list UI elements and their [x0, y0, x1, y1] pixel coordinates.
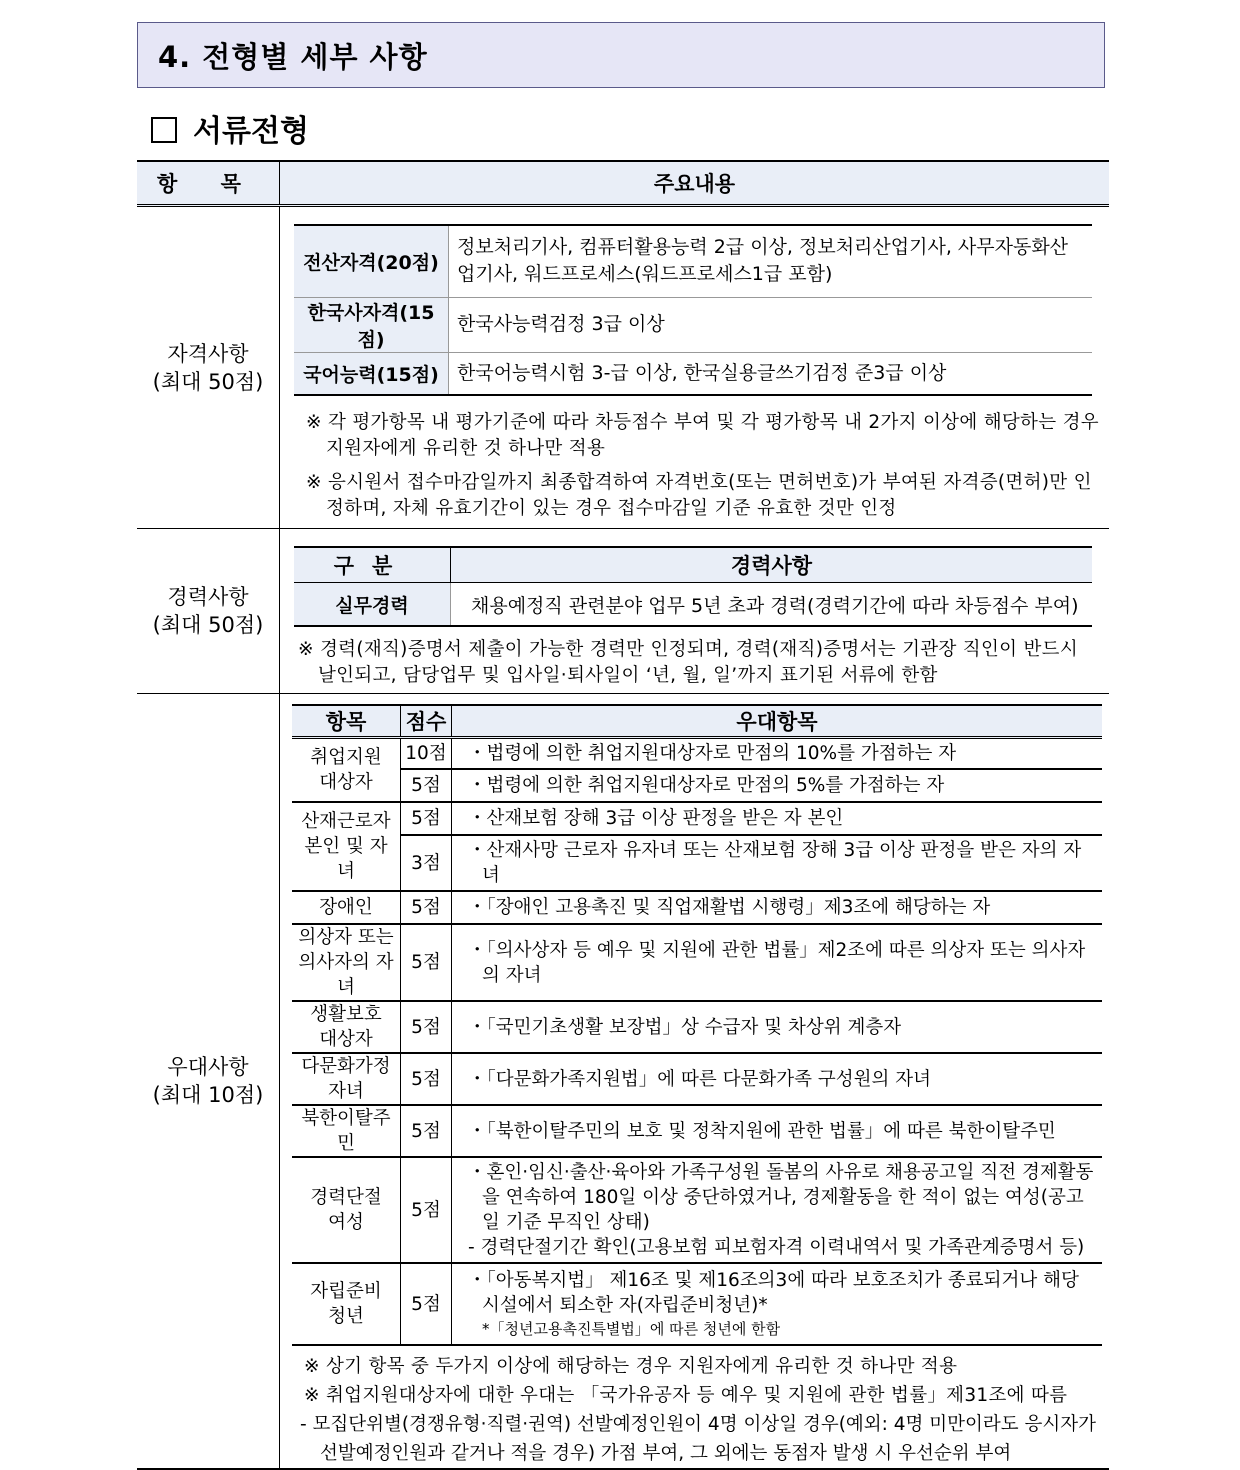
header-item: 항 목 — [137, 161, 280, 206]
preference-notes: ※ 상기 항목 중 두가지 이상에 해당하는 경우 지원자에게 유리한 것 하나만 적용 ※ 취업지원대상자에 대한 우대는 「국가유공자 등 예우 및 지원에 관한 법률」제31조에 따름 - 모집단위별(경쟁유형·직렬·권역) 선발예정인원이 4명 이상일 경우(예외: 4명 미만이라도 응시자가 선발예정인원과 같거나 적을 경우) 가점 부여, 그 외에는 동점자 발생 시 우선순위 부여 — [300, 1356, 1097, 1464]
table-row: 자립준비 청년 5점 ・「아동복지법」 제16조 및 제16조의3에 따라 보호조치가 종료되거나 해당시설에서 퇴소한 자(자립준비청년)* *「청년고용촉진특별법」에 따른 청년에 한함 — [292, 1263, 1102, 1345]
evaluation-table — [137, 160, 1109, 1470]
table-row: 북한이탈주민 5점 ・「북한이탈주민의 보호 및 정착지원에 관한 법률」에 따른 북한이탈주민 — [292, 1105, 1102, 1157]
preference-row — [137, 694, 1109, 1470]
table-row: 취업지원 대상자 10점 ・법령에 의한 취업지원대상자로 만점의 10%를 가점하는 자 — [292, 738, 1102, 770]
career-notes: ※ 경력(재직)증명서 제출이 가능한 경력만 인정되며, 경력(재직)증명서는 기관장 직인이 반드시 날인되고, 담당업무 및 입사일·퇴사일이 ‘년, 월, 일’까지 표기된 서류에 한함 — [298, 639, 1079, 686]
career-header-row: 구분 경력사항 — [294, 547, 1092, 583]
qualification-row — [137, 206, 1109, 529]
qual-row: 한국사자격(15점) 한국사능력검정 3급 이상 — [294, 297, 1092, 352]
career-table — [294, 546, 1092, 627]
main-header-row — [137, 161, 1109, 206]
preference-table — [292, 704, 1102, 1346]
square-bullet-icon — [151, 117, 177, 143]
table-row: 5점 ・법령에 의한 취업지원대상자로 만점의 5%를 가점하는 자 — [292, 769, 1102, 802]
qual-row: 국어능력(15점) 한국어능력시험 3-급 이상, 한국실용글쓰기검정 준3급 이상 — [294, 352, 1092, 395]
table-row: 경력단절 여성 5점 ・혼인·임신·출산·육아와 가족구성원 돌봄의 사유로 채용공고일 직전 경제활동을 연속하여 180일 이상 중단하였거나, 경제활동을 한 적이 없는 여성(공고일 기준 무직인 상태) - 경력단절기간 확인(고용보험 피보험자격 이력내역서 및 가족관계증명서 등) — [292, 1157, 1102, 1263]
table-row: 산재근로자 본인 및 자녀 5점 ・산재보험 장해 3급 이상 판정을 받은 자 본인 — [292, 802, 1102, 835]
qualification-content — [280, 206, 1110, 529]
preference-header-row: 항목 점수 우대항목 — [292, 705, 1102, 738]
career-row — [137, 529, 1109, 694]
qualification-table — [294, 224, 1092, 396]
career-category: 경력사항 (최대 50점) — [137, 529, 280, 694]
section-heading — [151, 106, 309, 150]
table-row: 다문화가정 자녀 5점 ・「다문화가족지원법」에 따른 다문화가족 구성원의 자녀 — [292, 1053, 1102, 1105]
preference-category: 우대사항 (최대 10점) — [137, 694, 280, 1470]
header-content: 주요내용 — [280, 161, 1110, 206]
preference-content — [280, 694, 1110, 1470]
qual-row: 전산자격(20점) 정보처리기사, 컴퓨터활용능력 2급 이상, 정보처리산업기사, 사무자동화산업기사, 워드프로세스(워드프로세스1급 포함) — [294, 225, 1092, 297]
section-title: 서류전형 — [193, 114, 309, 149]
table-row: 의상자 또는 의사자의 자녀 5점 ・「의사상자 등 예우 및 지원에 관한 법률」제2조에 따른 의상자 또는 의사자의 자녀 — [292, 924, 1102, 1001]
qualification-notes: ※ 각 평가항목 내 평가기준에 따라 차등점수 부여 및 각 평가항목 내 2가지 이상에 해당하는 경우 지원자에게 유리한 것 하나만 적용 ※ 응시원서 접수마감일까지 최종합격하여 자격번호(또는 면허번호)가 부여된 자격증(면허)만 인정하며, 자체 유효기간이 있는 경우 접수마감일 기준 유효한 것만 인정 — [306, 412, 1099, 519]
chapter-title-box — [137, 22, 1105, 88]
career-content — [280, 529, 1110, 694]
qualification-category: 자격사항 (최대 50점) — [137, 206, 280, 529]
career-data-row: 실무경력 채용예정직 관련분야 업무 5년 초과 경력(경력기간에 따라 차등점수 부여) — [294, 583, 1092, 627]
table-row: 3점 ・산재사망 근로자 유자녀 또는 산재보험 장해 3급 이상 판정을 받은 자의 자녀 — [292, 835, 1102, 891]
table-row: 생활보호 대상자 5점 ・「국민기초생활 보장법」상 수급자 및 차상위 계층자 — [292, 1001, 1102, 1053]
chapter-title: 4. 전형별 세부 사항 — [158, 40, 428, 74]
table-row: 장애인 5점 ・「장애인 고용촉진 및 직업재활법 시행령」제3조에 해당하는 자 — [292, 891, 1102, 924]
